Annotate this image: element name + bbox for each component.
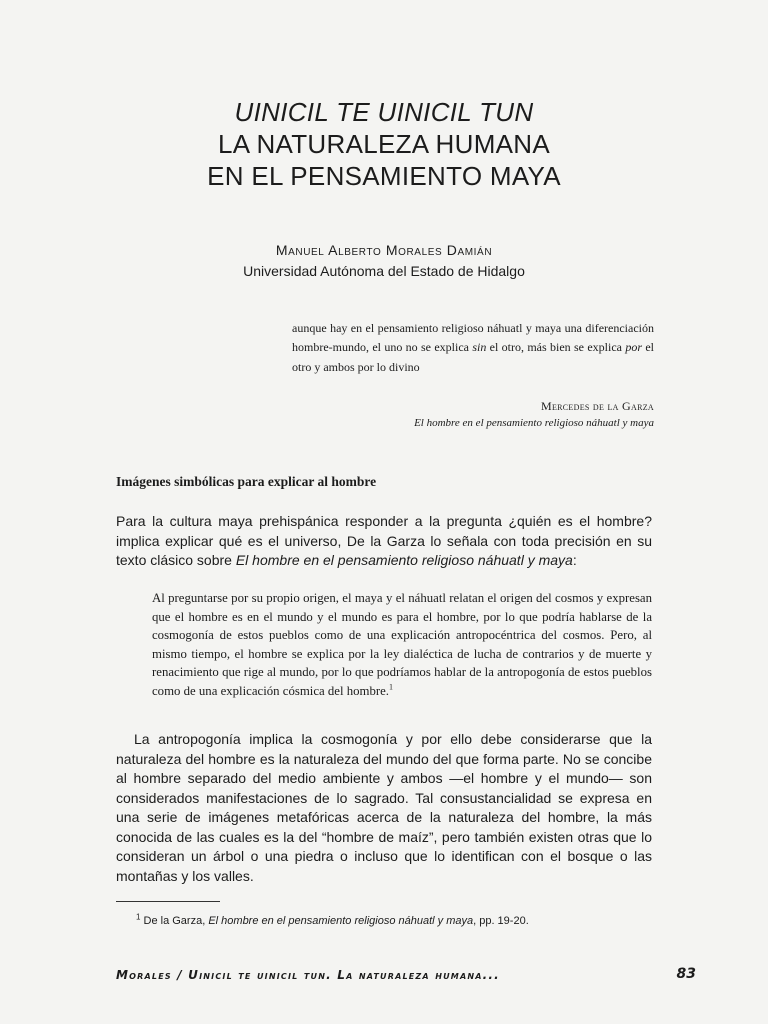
running-footer: Morales / Uinicil te uinicil tun. La naturaleza humana...	[116, 968, 500, 982]
footnote	[136, 913, 656, 929]
author-affiliation: Universidad Autónoma del Estado de Hidalgo	[243, 263, 525, 279]
block-quote	[152, 589, 652, 701]
epigraph-text-part-3: el otro y ambos por lo divino	[292, 340, 654, 374]
paragraph-1-text: Para la cultura maya prehispánica responder a la pregunta ¿quién es el hombre? implica explicar qué es el universo, De la Garza lo señala con toda precisión en su texto clásico sobre	[116, 513, 652, 568]
title-line-2: LA NATURALEZA HUMANA	[217, 129, 551, 159]
article-title	[0, 96, 768, 192]
title-line-1: UINICIL TE UINICIL TUN	[234, 97, 534, 127]
footnote-number: 1	[136, 912, 141, 922]
footnote-text-after: , pp. 19-20.	[473, 915, 529, 927]
footnote-title: El hombre en el pensamiento religioso náhuatl y maya	[208, 915, 474, 927]
epigraph-emphasis-por: por	[625, 340, 642, 355]
author-name: Manuel Alberto Morales Damián	[275, 242, 493, 258]
epigraph-text	[292, 319, 654, 377]
epigraph	[292, 319, 654, 432]
footnote-reference: 1	[389, 682, 394, 692]
epigraph-author: Mercedes de la Garza	[541, 398, 654, 413]
epigraph-text-part-2: el otro, más bien se explica	[486, 340, 626, 355]
paragraph-1-colon: :	[572, 552, 577, 568]
page-number: 83	[676, 966, 696, 982]
epigraph-text-part-1: aunque hay en el pensamiento religioso náhuatl y maya una diferenciación hombre-mundo, el uno no se explica	[292, 321, 654, 355]
title-line-3: EN EL PENSAMIENTO MAYA	[207, 161, 561, 191]
paragraph-1-book-title: El hombre en el pensamiento religioso náhuatl y maya	[235, 552, 573, 568]
paragraph-1	[116, 512, 652, 571]
footnote-text-before: De la Garza,	[143, 915, 209, 927]
section-heading: Imágenes simbólicas para explicar al hombre	[116, 474, 377, 489]
author-block	[0, 240, 768, 281]
footnote-divider	[116, 901, 220, 902]
paragraph-2-text: La antropogonía implica la cosmogonía y por ello debe considerarse que la naturaleza del hombre es la naturaleza del mundo del que forma parte. No se concibe al hombre separado del medio ambiente y ambos —el hombre y el mundo— son considerados manifestaciones de lo sagrado. Tal consustancialidad se expresa en una serie de imágenes metafóricas acerca de la naturaleza del hombre, la más conocida de las cuales es la del “hombre de maíz”, pero también existen otras que lo consideran un árbol o una piedra o incluso que lo identifican con el bosque o las montañas y los valles.	[116, 731, 652, 884]
epigraph-source: El hombre en el pensamiento religioso náhuatl y maya	[414, 416, 654, 429]
block-quote-text: Al preguntarse por su propio origen, el maya y el náhuatl relatan el origen del cosmos y expresan que el hombre es en el mundo y el mundo es para el hombre, por lo que podría hablarse de la cosmogonía de estos pueblos como de una explicación antropocéntrica del cosmos. Pero, al mismo tiempo, el hombre se explica por la ley dialéctica de lucha de contrarios y de muerte y renacimiento que rige al mundo, por lo que podríamos hablar de la antropogonía de estos pueblos como de una explicación cósmica del hombre.	[152, 591, 652, 698]
paragraph-2	[116, 730, 652, 886]
epigraph-emphasis-sin: sin	[472, 340, 487, 355]
